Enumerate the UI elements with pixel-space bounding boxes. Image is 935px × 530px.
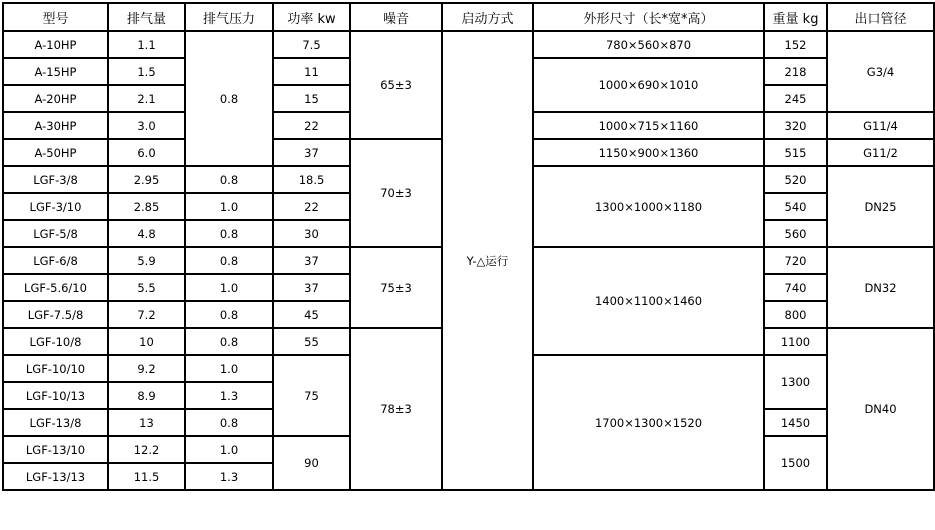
table-cell: LGF-13/10 bbox=[3, 436, 108, 463]
table-cell: G11/4 bbox=[827, 112, 934, 139]
table-cell: 22 bbox=[273, 193, 350, 220]
table-cell: 320 bbox=[764, 112, 827, 139]
table-cell: 2.85 bbox=[108, 193, 185, 220]
table-cell: LGF-10/13 bbox=[3, 382, 108, 409]
table-cell: 1.3 bbox=[185, 382, 273, 409]
table-cell: 70±3 bbox=[350, 139, 442, 247]
table-cell: 560 bbox=[764, 220, 827, 247]
table-cell: 515 bbox=[764, 139, 827, 166]
table-cell: 1.1 bbox=[108, 31, 185, 58]
table-cell: 800 bbox=[764, 301, 827, 328]
table-cell: G11/2 bbox=[827, 139, 934, 166]
table-cell: LGF-5/8 bbox=[3, 220, 108, 247]
table-cell: LGF-13/8 bbox=[3, 409, 108, 436]
table-cell: 4.8 bbox=[108, 220, 185, 247]
table-cell: 7.5 bbox=[273, 31, 350, 58]
table-cell: A-30HP bbox=[3, 112, 108, 139]
table-cell: DN25 bbox=[827, 166, 934, 247]
table-cell: LGF-7.5/8 bbox=[3, 301, 108, 328]
table-cell: 1150×900×1360 bbox=[533, 139, 764, 166]
table-cell: 18.5 bbox=[273, 166, 350, 193]
table-cell: 5.9 bbox=[108, 247, 185, 274]
header-start-mode: 启动方式 bbox=[442, 3, 533, 31]
table-cell: 152 bbox=[764, 31, 827, 58]
table-cell: 1300×1000×1180 bbox=[533, 166, 764, 247]
table-cell: 2.95 bbox=[108, 166, 185, 193]
table-cell: 45 bbox=[273, 301, 350, 328]
table-cell: 520 bbox=[764, 166, 827, 193]
table-cell: 13 bbox=[108, 409, 185, 436]
table-cell: 1300 bbox=[764, 355, 827, 409]
table-cell: 37 bbox=[273, 274, 350, 301]
table-cell: 3.0 bbox=[108, 112, 185, 139]
table-row bbox=[3, 31, 934, 58]
header-power: 功率 kw bbox=[273, 3, 350, 31]
table-cell: 75 bbox=[273, 355, 350, 436]
table-cell: 15 bbox=[273, 85, 350, 112]
header-noise: 噪音 bbox=[350, 3, 442, 31]
table-cell: 37 bbox=[273, 139, 350, 166]
table-cell: 780×560×870 bbox=[533, 31, 764, 58]
table-cell: 720 bbox=[764, 247, 827, 274]
table-cell: 1000×715×1160 bbox=[533, 112, 764, 139]
table-cell: LGF-10/10 bbox=[3, 355, 108, 382]
table-cell: 740 bbox=[764, 274, 827, 301]
table-cell: 65±3 bbox=[350, 31, 442, 139]
table-cell: 75±3 bbox=[350, 247, 442, 328]
table-cell: Y-△运行 bbox=[442, 31, 533, 490]
table-cell: A-15HP bbox=[3, 58, 108, 85]
compressor-spec-table bbox=[2, 2, 935, 491]
header-row bbox=[3, 3, 934, 31]
table-cell: 0.8 bbox=[185, 328, 273, 355]
table-cell: 10 bbox=[108, 328, 185, 355]
table-cell: LGF-6/8 bbox=[3, 247, 108, 274]
table-cell: 0.8 bbox=[185, 31, 273, 166]
table-cell: 30 bbox=[273, 220, 350, 247]
table-body bbox=[3, 31, 934, 490]
table-cell: 11.5 bbox=[108, 463, 185, 490]
header-dimensions: 外形尺寸（长*宽*高） bbox=[533, 3, 764, 31]
table-cell: 540 bbox=[764, 193, 827, 220]
header-displacement: 排气量 bbox=[108, 3, 185, 31]
table-cell: A-50HP bbox=[3, 139, 108, 166]
table-cell: 5.5 bbox=[108, 274, 185, 301]
table-cell: 1400×1100×1460 bbox=[533, 247, 764, 355]
table-cell: G3/4 bbox=[827, 31, 934, 112]
table-cell: 11 bbox=[273, 58, 350, 85]
table-cell: A-20HP bbox=[3, 85, 108, 112]
table-cell: 1450 bbox=[764, 409, 827, 436]
table-cell: 1100 bbox=[764, 328, 827, 355]
header-weight: 重量 kg bbox=[764, 3, 827, 31]
table-cell: 0.8 bbox=[185, 166, 273, 193]
table-cell: LGF-13/13 bbox=[3, 463, 108, 490]
table-cell: 0.8 bbox=[185, 409, 273, 436]
table-cell: 1000×690×1010 bbox=[533, 58, 764, 112]
table-cell: 9.2 bbox=[108, 355, 185, 382]
header-outlet: 出口管径 bbox=[827, 3, 934, 31]
header-model: 型号 bbox=[3, 3, 108, 31]
table-cell: DN32 bbox=[827, 247, 934, 328]
header-pressure: 排气压力 bbox=[185, 3, 273, 31]
table-cell: 1.0 bbox=[185, 436, 273, 463]
table-cell: 1.0 bbox=[185, 274, 273, 301]
table-cell: 37 bbox=[273, 247, 350, 274]
table-cell: A-10HP bbox=[3, 31, 108, 58]
table-cell: 0.8 bbox=[185, 220, 273, 247]
table-cell: 22 bbox=[273, 112, 350, 139]
table-cell: LGF-5.6/10 bbox=[3, 274, 108, 301]
table-cell: LGF-10/8 bbox=[3, 328, 108, 355]
table-cell: 0.8 bbox=[185, 301, 273, 328]
table-cell: 7.2 bbox=[108, 301, 185, 328]
table-cell: 1.0 bbox=[185, 193, 273, 220]
table-cell: DN40 bbox=[827, 328, 934, 490]
table-cell: 1.3 bbox=[185, 463, 273, 490]
table-cell: LGF-3/10 bbox=[3, 193, 108, 220]
table-cell: 1.0 bbox=[185, 355, 273, 382]
table-cell: 1.5 bbox=[108, 58, 185, 85]
table-cell: 78±3 bbox=[350, 328, 442, 490]
table-cell: 245 bbox=[764, 85, 827, 112]
table-cell: 6.0 bbox=[108, 139, 185, 166]
table-cell: 1500 bbox=[764, 436, 827, 490]
table-cell: 218 bbox=[764, 58, 827, 85]
table-cell: 1700×1300×1520 bbox=[533, 355, 764, 490]
table-cell: 2.1 bbox=[108, 85, 185, 112]
table-cell: 0.8 bbox=[185, 247, 273, 274]
table-cell: 12.2 bbox=[108, 436, 185, 463]
table-cell: 55 bbox=[273, 328, 350, 355]
table-cell: 8.9 bbox=[108, 382, 185, 409]
table-cell: LGF-3/8 bbox=[3, 166, 108, 193]
table-cell: 90 bbox=[273, 436, 350, 490]
